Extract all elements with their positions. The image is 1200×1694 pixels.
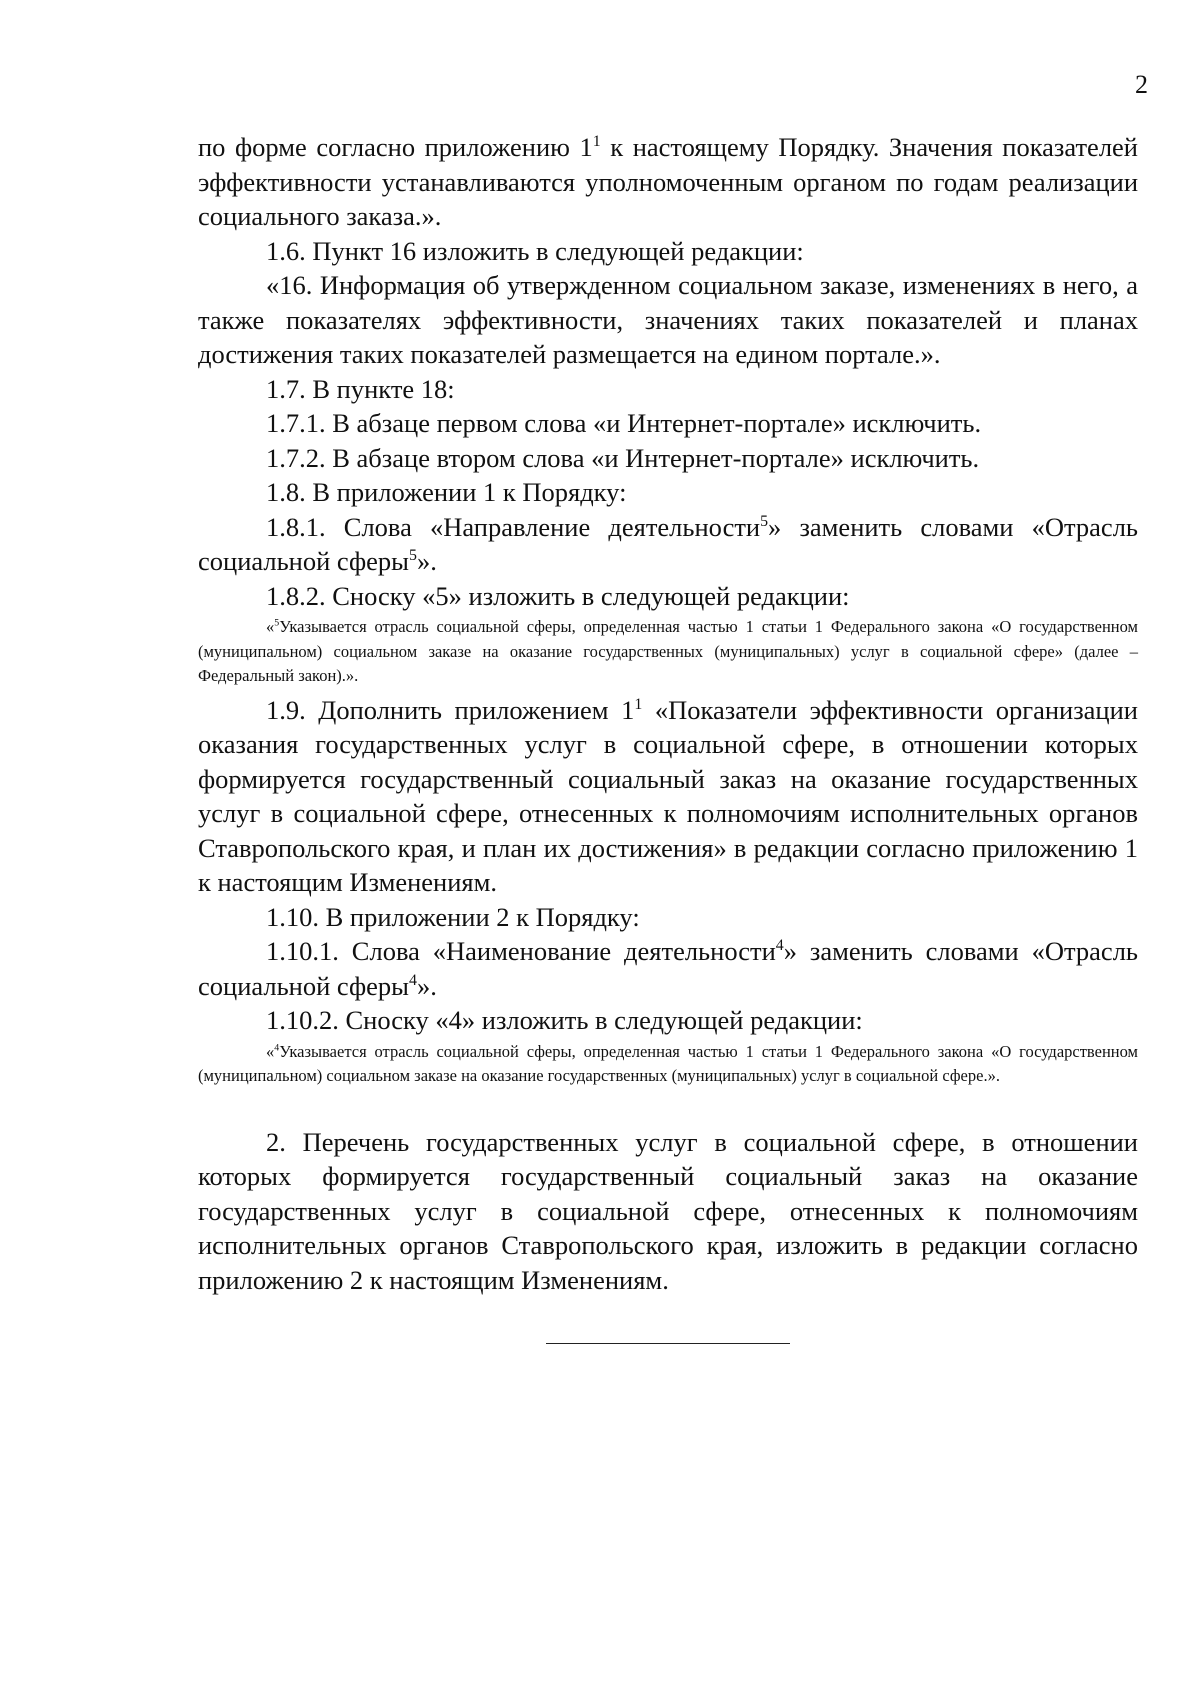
footnote-text: «: [266, 617, 275, 636]
paragraph-1-8: 1.8. В приложении 1 к Порядку:: [266, 477, 627, 507]
paragraph-2: 2. Перечень государственных услуг в социальной сфере, в отношении которых формируется государственный социальный заказ на оказание государственных услуг в социальной сфере, отнесенных к полномочиям исполнительных органов Ставропольского края, изложить в редакции согласно приложению 2 к настоящим Изменениям.: [198, 1126, 1138, 1295]
end-separator-line: [546, 1343, 790, 1344]
paragraph-1-10-1: [198, 934, 1138, 1003]
paragraph-1-8-2: 1.8.2. Сноску «5» изложить в следующей редакции:: [266, 580, 850, 611]
paragraph-text: по форме согласно приложению 1: [198, 132, 593, 162]
paragraph-1-10: 1.10. В приложении 2 к Порядку:: [266, 901, 640, 932]
paragraph-1-10-2: 1.10.2. Сноску «4» изложить в следующей редакции:: [266, 1005, 863, 1035]
paragraph-text: «Показатели эффективности организации оказания государственных услуг в социальной сфере, в отношении которых формируется государственный социальный заказ на оказание государственных услуг в социальной сфере, отнесенных к полномочиям исполнительных органов Ставропольского края, и план их достижения» в редакции согласно приложению 1 к настоящим Изменениям.: [198, 694, 1138, 897]
paragraph-intro: [198, 130, 1138, 234]
superscript: 1: [592, 133, 601, 151]
paragraph-text: 1.9. Дополнить приложением 1: [266, 694, 635, 725]
paragraph-text: ».: [416, 970, 437, 1001]
paragraph-1-7: 1.7. В пункте 18:: [266, 373, 455, 404]
paragraph-1-7-2: 1.7.2. В абзаце втором слова «и Интернет-портале» исключить.: [266, 442, 980, 473]
paragraph-text: к настоящему Порядку. Значения показателей эффективности устанавливаются уполномоченным органом по годам реализации социального заказа.».: [198, 132, 1138, 231]
footnote-text: Указывается отрасль социальной сферы, определенная частью 1 статьи 1 Федерального закона «О государственном (муниципальном) социальном заказе на оказание государственных (муниципальных) услуг в социальной сфере.».: [198, 1041, 1138, 1085]
paragraph-1-6: 1.6. Пункт 16 изложить в следующей редакции:: [266, 235, 804, 266]
page-number: 2: [1135, 70, 1148, 99]
paragraph-text: » заменить словами «Отрасль социальной сферы: [198, 511, 1138, 576]
footnote-text: «: [266, 1041, 275, 1061]
superscript: 4: [274, 1042, 280, 1053]
superscript: 5: [409, 547, 417, 565]
paragraph-spacer: [198, 1093, 1138, 1125]
superscript: 5: [760, 512, 769, 530]
document-body: [198, 130, 1138, 1297]
paragraph-text: » заменить словами «Отрасль социальной сферы: [198, 936, 1139, 1001]
paragraph-text: 1.10.1. Слова «Наименование деятельности: [266, 936, 776, 966]
superscript: 4: [409, 971, 417, 989]
paragraph-1-9: [198, 693, 1138, 900]
footnote-text: Указывается отрасль социальной сферы, определенная частью 1 статьи 1 Федерального закона «О государственном (муниципальном) социальном заказе на оказание государственных (муниципальных) услуг в социальной сфере» (далее – Федеральный закон).».: [198, 617, 1138, 685]
paragraph-16-text: «16. Информация об утвержденном социальном заказе, изменениях в него, а также показателях эффективности, значениях таких показателей и планах достижения таких показателей размещается на едином портале.».: [198, 270, 1138, 369]
paragraph-text: 1.8.1. Слова «Направление деятельности: [266, 511, 761, 542]
superscript: 4: [775, 937, 784, 955]
paragraph-text: ».: [416, 546, 437, 576]
superscript: 1: [634, 695, 643, 713]
paragraph-1-8-1: [198, 510, 1138, 579]
footnote-5-text: [198, 615, 1138, 689]
superscript: 5: [274, 617, 280, 629]
footnote-4-text: [198, 1040, 1138, 1089]
paragraph-1-7-1: 1.7.1. В абзаце первом слова «и Интернет-портале» исключить.: [266, 408, 982, 438]
